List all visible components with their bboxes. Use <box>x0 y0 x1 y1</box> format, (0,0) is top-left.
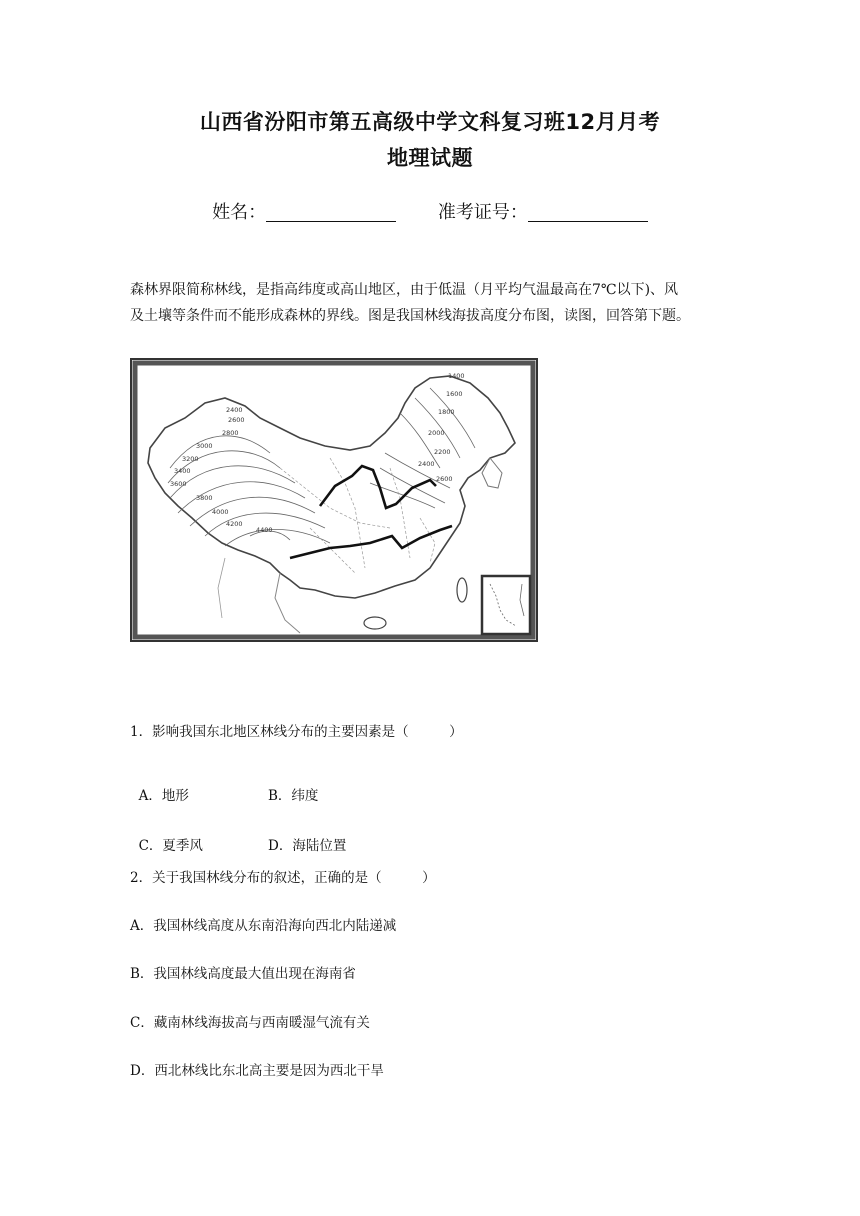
question-2-stem: 2．关于我国林线分布的叙述，正确的是（ ） <box>130 870 436 886</box>
intro-line-1: 森林界限简称林线，是指高纬度或高山地区，由于低温（月平均气温最高在7℃以下)、风 <box>130 282 679 298</box>
name-label: 姓名： <box>212 202 267 223</box>
contour-label: 3000 <box>196 442 213 450</box>
option-b[interactable]: B．纬度 <box>268 788 319 804</box>
option-c[interactable]: C．藏南林线海拔高与西南暖湿气流有关 <box>130 1015 370 1031</box>
option-d[interactable]: D．海陆位置 <box>268 838 347 854</box>
contour-label: 3600 <box>170 480 187 488</box>
intro-paragraph <box>130 278 740 330</box>
exam-id-blank[interactable] <box>528 203 648 222</box>
exam-title: 山西省汾阳市第五高级中学文科复习班12月月考 <box>199 110 661 134</box>
contour-label: 1400 <box>448 372 465 380</box>
contour-label: 2400 <box>226 406 243 414</box>
question-1-options-row-1 <box>130 768 319 804</box>
treeline-map <box>130 358 538 642</box>
contour-label: 2200 <box>434 448 451 456</box>
contour-label: 1800 <box>438 408 455 416</box>
contour-label: 4000 <box>212 508 229 516</box>
contour-label: 3200 <box>182 455 199 463</box>
option-c[interactable]: C．夏季风 <box>138 838 203 854</box>
question-1-stem: 1．影响我国东北地区林线分布的主要因素是（ ） <box>130 724 463 740</box>
contour-label: 2000 <box>428 429 445 437</box>
exam-id-label: 准考证号： <box>437 202 528 223</box>
option-a[interactable]: A．我国林线高度从东南沿海向西北内陆递减 <box>130 918 397 934</box>
contour-label: 3800 <box>196 494 213 502</box>
intro-line-2: 及土壤等条件而不能形成森林的界线。图是我国林线海拔高度分布图，读图，回答第下题。 <box>130 308 690 324</box>
option-d[interactable]: D．西北林线比东北高主要是因为西北干旱 <box>130 1063 384 1079</box>
contour-label: 2800 <box>222 429 239 437</box>
option-b[interactable]: B．我国林线高度最大值出现在海南省 <box>130 966 356 982</box>
contour-label: 4200 <box>226 520 243 528</box>
contour-label: 2400 <box>418 460 435 468</box>
contour-label: 2600 <box>436 475 453 483</box>
exam-subject: 地理试题 <box>387 146 473 170</box>
name-blank[interactable] <box>266 203 396 222</box>
contour-label: 3400 <box>174 467 191 475</box>
contour-label: 4400 <box>256 526 273 534</box>
contour-label: 1600 <box>446 390 463 398</box>
student-info-bar <box>0 198 860 224</box>
option-a[interactable]: A．地形 <box>138 788 189 804</box>
question-1-options-row-2 <box>130 818 347 854</box>
contour-label: 2600 <box>228 416 245 424</box>
